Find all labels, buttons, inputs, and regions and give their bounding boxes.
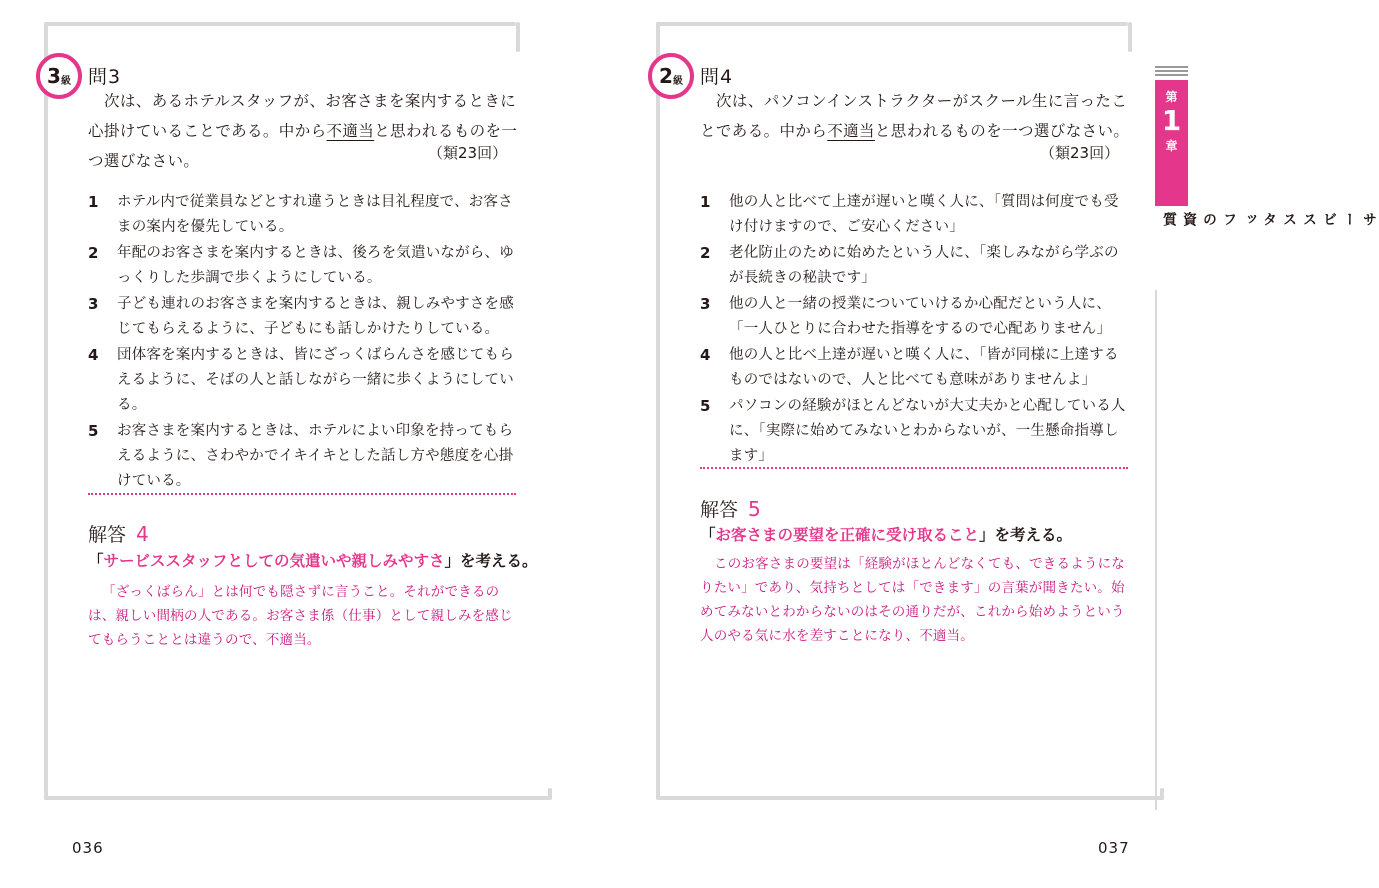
chapter-sho: 章 — [1165, 139, 1178, 153]
list-item: 5 パソコンの経験がほとんどないが大丈夫かと心配している人に、「実際に始めてみないとわからないが、一生懸命指導します」 — [700, 397, 1126, 464]
question-title: 問3 — [88, 66, 122, 88]
grade-unit: 級 — [672, 75, 683, 87]
question-prompt: 次は、パソコンインストラクターがスクール生に言ったことである。中から不適当と思われるものを一つ選びなさい。 — [700, 92, 1130, 140]
frame-bottom-rule — [44, 796, 552, 800]
source-reference: （類23回） — [1040, 144, 1120, 162]
list-item: 5 お客さまを案内するときは、ホテルによい印象を持ってもらえるように、さわやかでイキイキとした話し方や態度を心掛けている。 — [88, 422, 514, 489]
list-item: 3 他の人と一緒の授業についていけるか心配だという人に、「一人ひとりに合わせた指導をするので心配ありません」 — [700, 295, 1112, 337]
answer-explanation: 「ざっくばらん」とは何でも隠さずに言うこと。それができるのは、親しい間柄の人である。お客さま係（仕事）として親しみを感じてもらうこととは違うので、不適当。 — [88, 584, 513, 648]
dotted-divider — [88, 493, 516, 495]
list-item: 3 子ども連れのお客さまを案内するときは、親しみやすさを感じてもらえるように、子どもにも話しかけたりしている。 — [88, 295, 514, 337]
list-item: 4 他の人と比べ上達が遅いと嘆く人に、「皆が同様に上達するものではないので、人と比べても意味がありませんよ」 — [700, 346, 1119, 388]
chapter-number-box — [1155, 80, 1188, 206]
answer-number: 5 — [748, 497, 761, 521]
frame-top-rule — [44, 22, 516, 26]
list-item: 2 年配のお客さまを案内するときは、後ろを気遣いながら、ゆっくりした歩調で歩くようにしている。 — [88, 244, 514, 286]
page-number: 036 — [72, 839, 104, 857]
answer-label: 解答 — [700, 499, 739, 521]
grade-badge — [36, 53, 82, 99]
frame-corner-rule — [548, 788, 552, 800]
grade-number: 2 — [659, 64, 673, 88]
frame-bottom-rule — [656, 796, 1164, 800]
question-title: 問4 — [700, 66, 734, 88]
options-list — [700, 190, 1132, 470]
chapter-number: 1 — [1161, 104, 1182, 137]
list-item: 1 他の人と比べて上達が遅いと嘆く人に、「質問は何度でも受け付けますので、ご安心ください」 — [700, 193, 1119, 235]
answer-label: 解答 — [88, 524, 127, 546]
underlined-word: 不適当 — [326, 122, 375, 140]
grade-badge — [648, 53, 694, 99]
grade-number: 3 — [47, 64, 61, 88]
frame-corner-rule — [516, 22, 520, 52]
frame-corner-rule — [1128, 22, 1132, 52]
page-number: 037 — [1098, 839, 1130, 857]
answer-number: 4 — [136, 522, 149, 546]
answer-heading — [88, 520, 149, 547]
dotted-divider — [700, 467, 1128, 469]
tab-side-rule — [1155, 290, 1157, 810]
list-item: 1 ホテル内で従業員などとすれ違うときは目礼程度で、お客さまの案内を優先している。 — [88, 193, 513, 235]
chapter-title: サービススタッフの資質 — [1161, 212, 1377, 227]
answer-explanation: このお客さまの要望は「経験がほとんどなくても、できるようになりたい」であり、気持ちとしては「できます」の言葉が聞きたい。始めてみないとわからないのはその通りだが、これから始めようという人のやる気に水を差すことになり、不適当。 — [700, 556, 1125, 644]
question-prompt: 次は、あるホテルスタッフが、お客さまを案内するときに心掛けていることである。中から不適当と思われるものを一つ選びなさい。 — [88, 92, 518, 170]
answer-key-point: 「お客さまの要望を正確に受け取ること」を考える。 — [700, 526, 1073, 544]
answer-key-point: 「サービススタッフとしての気遣いや親しみやすさ」を考える。 — [88, 552, 538, 570]
underlined-word: 不適当 — [827, 122, 875, 140]
list-item: 2 老化防止のために始めたという人に、「楽しみながら学ぶのが長続きの秘訣です」 — [700, 244, 1119, 286]
answer-heading — [700, 495, 761, 522]
options-list — [88, 190, 520, 495]
frame-left-rule — [44, 22, 48, 800]
frame-top-rule — [656, 22, 1128, 26]
frame-left-rule — [656, 22, 660, 800]
frame-corner-rule — [1160, 788, 1164, 800]
tab-lines — [1155, 66, 1188, 78]
chapter-dai: 第 — [1165, 90, 1178, 104]
source-reference: （類23回） — [428, 144, 508, 162]
list-item: 4 団体客を案内するときは、皆にざっくばらんさを感じてもらえるように、そばの人と話しながら一緒に歩くようにしている。 — [88, 346, 514, 413]
grade-unit: 級 — [60, 75, 71, 87]
